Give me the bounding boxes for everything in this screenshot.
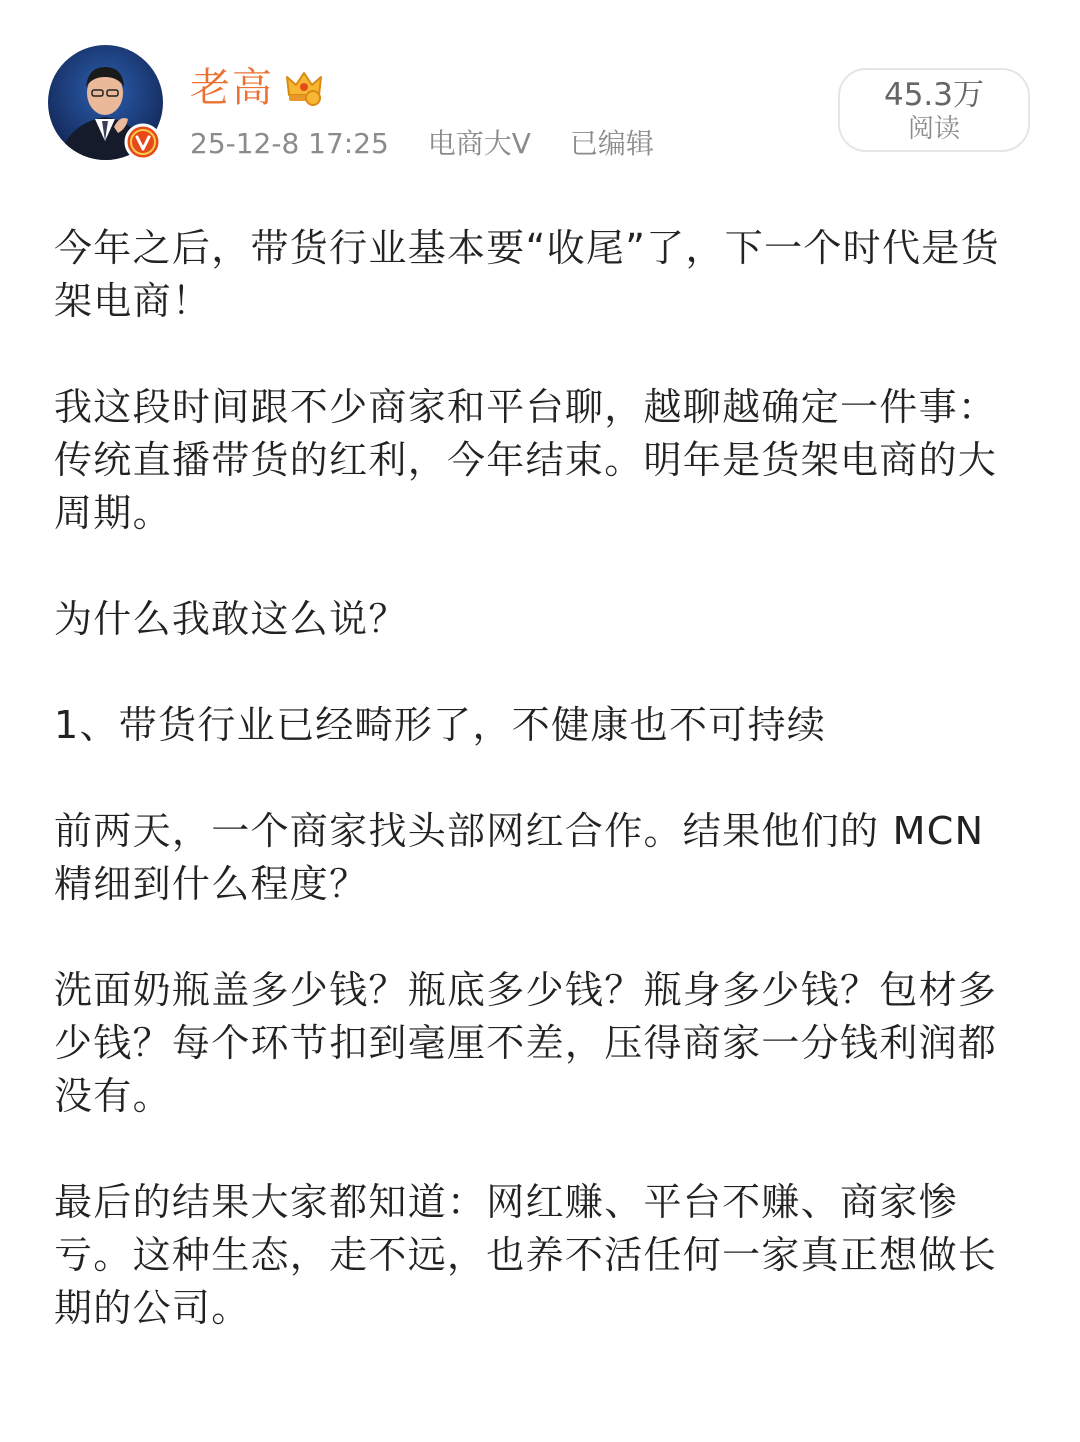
paragraph: 为什么我敢这么说？	[54, 597, 408, 641]
paragraph: 今年之后，带货行业基本要“收尾”了，下一个时代是货架电商！	[54, 226, 1000, 323]
paragraph: 前两天，一个商家找头部网红合作。结果他们的 MCN 精细到什么程度？	[54, 809, 985, 906]
read-count-badge	[838, 68, 1030, 152]
paragraph: 洗面奶瓶盖多少钱？瓶底多少钱？瓶身多少钱？包材多少钱？每个环节扣到毫厘不差，压得商家一分钱利润都没有。	[54, 968, 998, 1118]
post-meta	[190, 124, 684, 164]
read-count: 45.3万	[883, 77, 985, 113]
author-tag: 电商大V	[427, 127, 531, 160]
paragraph: 我这段时间跟不少商家和平台聊，越聊越确定一件事：传统直播带货的红利，今年结束。明年是货架电商的大周期。	[54, 385, 998, 535]
post-header	[0, 0, 1080, 190]
post-timestamp: 25-12-8 17:25	[190, 127, 389, 160]
paragraph: 最后的结果大家都知道：网红赚、平台不赚、商家惨亏。这种生态，走不远，也养不活任何一家真正想做长期的公司。	[54, 1180, 998, 1330]
post-body	[54, 222, 1014, 1388]
avatar[interactable]	[48, 45, 163, 160]
edited-label[interactable]: 已编辑	[569, 127, 654, 160]
author-name[interactable]: 老高	[190, 65, 274, 111]
verified-v-badge-icon	[124, 123, 162, 161]
crown-icon	[283, 65, 325, 107]
read-label: 阅读	[907, 114, 960, 144]
paragraph: 1、带货行业已经畸形了，不健康也不可持续	[54, 703, 827, 747]
